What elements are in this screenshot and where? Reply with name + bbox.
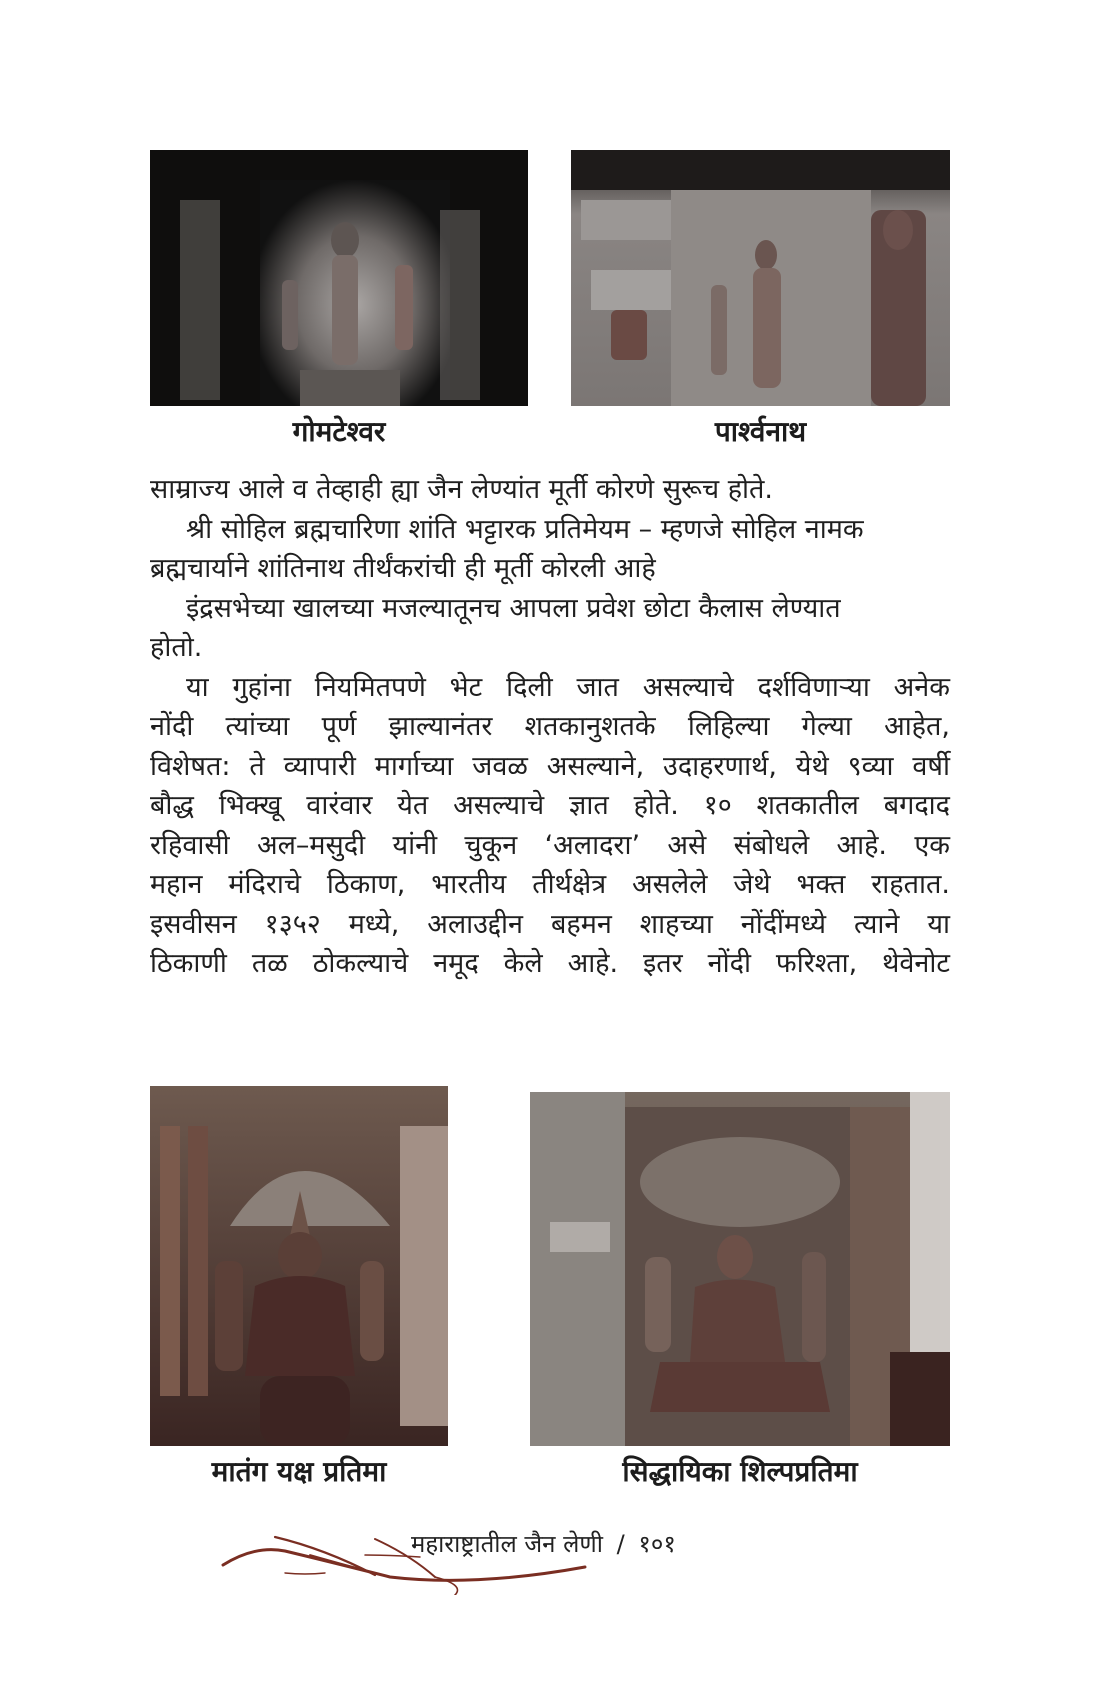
photo-parshvanath xyxy=(571,150,950,406)
separator: / xyxy=(616,1530,625,1558)
sculpture-image xyxy=(571,150,950,406)
text-line: ठिकाणी तळ ठोकल्याचे नमूद केले आहे. इतर नोंदी फरिश्ता, थेवेनोट xyxy=(150,948,950,979)
text-line: महान मंदिराचे ठिकाण, भारतीय तीर्थक्षेत्र असलेले जेथे भक्त राहतात. xyxy=(150,869,950,900)
page-footer xyxy=(215,1515,735,1595)
paragraph-4 xyxy=(150,668,950,984)
sculpture-image xyxy=(150,150,528,406)
photo-siddhayika xyxy=(530,1092,950,1446)
paragraph-1 xyxy=(150,470,950,510)
text-line: साम्राज्य आले व तेव्हाही ह्या जैन लेण्यांत मूर्ती कोरणे सुरूच होते. xyxy=(150,474,774,505)
text-line: इसवीसन १३५२ मध्ये, अलाउद्दीन बहमन शाहच्या नोंदींमध्ये त्याने या xyxy=(150,908,950,940)
sculpture-image xyxy=(530,1092,950,1446)
sculpture-image xyxy=(150,1086,448,1446)
text-line: विशेषत: ते व्यापारी मार्गाच्या जवळ असल्याने, उदाहरणार्थ, येथे ९व्या वर्षी xyxy=(150,750,950,782)
paragraph-2 xyxy=(150,510,950,589)
page-number: १०१ xyxy=(638,1530,676,1558)
caption-parshvanath: पार्श्वनाथ xyxy=(714,415,807,448)
running-title: महाराष्ट्रातील जैन लेणी xyxy=(411,1530,603,1558)
running-footer xyxy=(411,1527,676,1560)
text-line: बौद्ध भिक्खू वारंवार येत असल्याचे ज्ञात होते. १० शतकातील बगदाद xyxy=(150,790,950,821)
caption-matanga-yaksha: मातंग यक्ष प्रतिमा xyxy=(211,1455,387,1488)
caption-gomateshwara: गोमटेश्वर xyxy=(292,415,386,448)
text-line: या गुहांना नियमितपणे भेट दिली जात असल्याचे दर्शविणाऱ्या अनेक xyxy=(186,671,950,703)
photo-gomateshwara xyxy=(150,150,528,406)
text-line: श्री सोहिल ब्रह्मचारिणा शांति भट्टारक प्रतिमेयम – म्हणजे सोहिल नामक xyxy=(186,513,864,545)
body-text xyxy=(150,470,950,984)
photo-matanga-yaksha xyxy=(150,1086,448,1446)
text-line: नोंदी त्यांच्या पूर्ण झाल्यानंतर शतकानुशतके लिहिल्या गेल्या आहेत, xyxy=(150,711,950,742)
paragraph-3 xyxy=(150,589,950,668)
text-line: रहिवासी अल–मसुदी यांनी चुकून ‘अलादरा’ असे संबोधले आहे. एक xyxy=(150,829,950,861)
text-line: ब्रह्मचार्याने शांतिनाथ तीर्थंकरांची ही मूर्ती कोरली आहे xyxy=(150,553,656,584)
caption-siddhayika: सिद्धायिका शिल्पप्रतिमा xyxy=(622,1455,858,1488)
text-line: इंद्रसभेच्या खालच्या मजल्यातूनच आपला प्रवेश छोटा कैलास लेण्यात xyxy=(186,592,841,624)
text-line: होतो. xyxy=(150,632,203,663)
